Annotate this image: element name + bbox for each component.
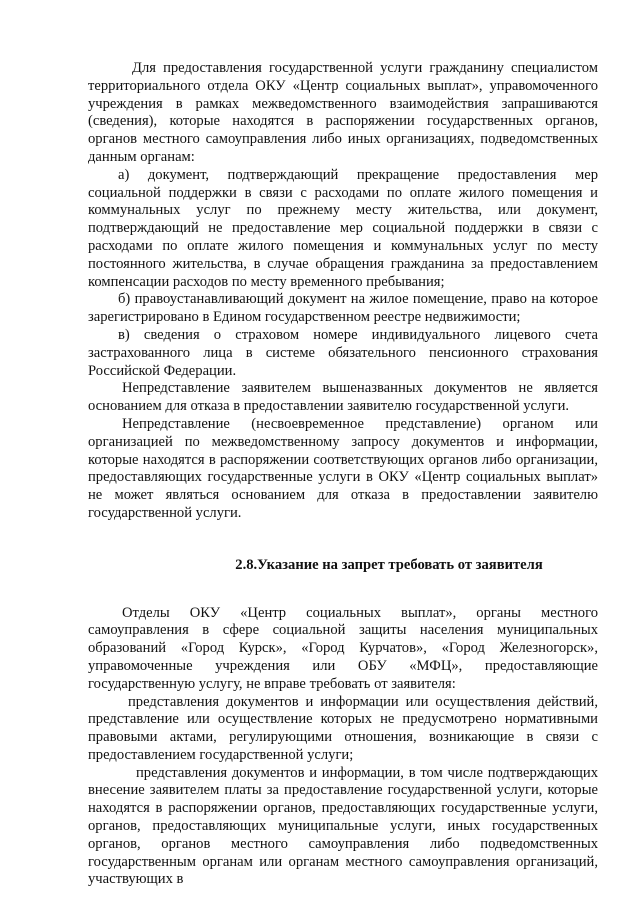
paragraph-item-v: в) сведения о страховом номере индивидуального лицевого счета застрахованного лица в системе обязательного пенсионного страхования Российской Федерации. <box>88 326 598 379</box>
paragraph-late-submission: Непредставление (несвоевременное представление) органом или организацией по межведомственному запросу документов и информации, которые находятся в распоряжении соответствующих органов либо организации, предоставляющих государственные услуги в ОКУ «Центр социальных выплат» не может являться основанием для отказа в предоставлении заявителю государственной услуги. <box>88 415 598 521</box>
paragraph-documents-info: представления документов и информации, в том числе подтверждающих внесение заявителем платы за предоставление государственной услуги, которые находятся в распоряжении органов, предоставляющих государственные услуги, органов, предоставляющих муниципальные услуги, иных государственных органов, органов местного самоуправления либо подведомственных государственным органам или органам местного самоуправления организаций, участвующих в <box>88 764 598 888</box>
paragraph-item-a: а) документ, подтверждающий прекращение предоставления мер социальной поддержки в связи с расходами по оплате жилого помещения и коммунальных услуг по прежнему месту жительства, или документ, подтверждающий не предоставление мер социальной поддержки в связи с расходами по оплате жилого помещения и коммунальных услуг по месту постоянного жительства, в случае обращения гражданина за предоставлением компенсации расходов по месту временного пребывания; <box>88 166 598 290</box>
paragraph-departments: Отделы ОКУ «Центр социальных выплат», органы местного самоуправления в сфере социальной защиты населения муниципальных образований «Город Курск», «Город Курчатов», «Город Железногорск», управомоченные учреждения или ОБУ «МФЦ», предоставляющие государственную услугу, не вправе требовать от заявителя: <box>88 604 598 692</box>
section-heading: 2.8.Указание на запрет требовать от заявителя <box>235 556 543 573</box>
paragraph-intro: Для предоставления государственной услуги гражданину специалистом территориального отдела ОКУ «Центр социальных выплат», управомоченного учреждения в рамках межведомственного взаимодействия запрашиваются (сведения), которые находятся в распоряжении государственных органов, органов местного самоуправления либо иных организациях, подведомственных данным органам: <box>88 60 598 165</box>
paragraph-item-b: б) правоустанавливающий документ на жилое помещение, право на которое зарегистрировано в Едином государственном реестре недвижимости; <box>88 291 598 326</box>
paragraph-non-submission: Непредставление заявителем вышеназванных документов не является основанием для отказа в предоставлении заявителю государственной услуги. <box>88 380 598 415</box>
paragraph-documents-actions: представления документов и информации или осуществления действий, представление или осуществление которых не предусмотрено нормативными правовыми актами, регулирующими отношения, возникающие в связи с предоставлением государственной услуги; <box>88 693 598 763</box>
